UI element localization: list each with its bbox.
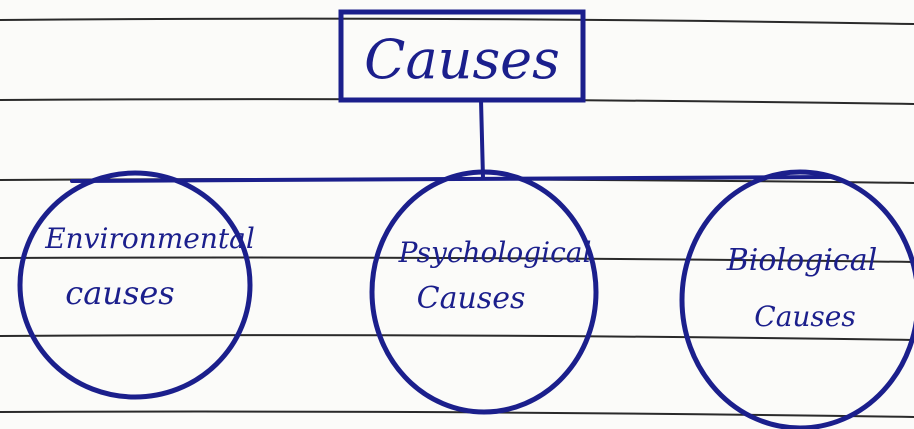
- child-node-psychological: [372, 172, 596, 412]
- root-label: Causes: [364, 28, 560, 91]
- connectors: [72, 100, 830, 181]
- node-label-line2: Causes: [416, 281, 526, 316]
- child-node-environmental: [20, 173, 255, 397]
- ruled-line: [0, 335, 914, 340]
- child-node-biological: [682, 172, 914, 428]
- node-label-line2: causes: [65, 274, 175, 312]
- ruled-line: [0, 412, 914, 417]
- node-label-line2: Causes: [754, 300, 856, 333]
- node-label-line1: Environmental: [45, 222, 255, 255]
- ruled-line: [0, 19, 914, 24]
- node-label-line1: Psychological: [398, 236, 592, 269]
- node-label-line1: Biological: [726, 243, 878, 278]
- root-connector: [481, 100, 483, 178]
